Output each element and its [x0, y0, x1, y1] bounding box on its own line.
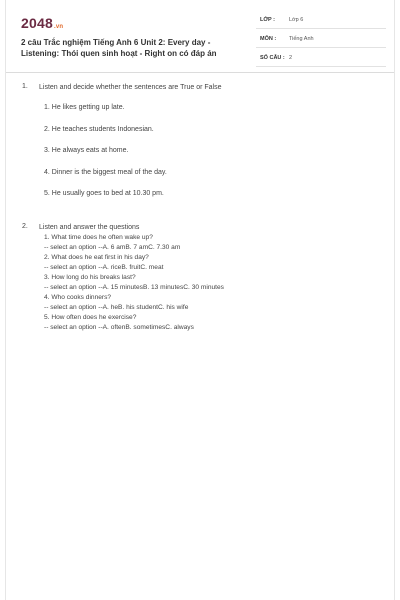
meta-value-subject: Tiếng Anh	[289, 36, 314, 42]
answer-list	[44, 233, 382, 333]
answer-select[interactable]: -- select an option --A. heB. his studentC. his wife	[44, 304, 189, 311]
logo-suffix: .vn	[53, 24, 64, 30]
meta-value-count: 2	[289, 55, 293, 61]
question-2	[22, 223, 382, 333]
meta-value-class: Lớp 6	[289, 17, 304, 23]
statement-item: 1. He likes getting up late.	[44, 104, 125, 111]
answer-select[interactable]: -- select an option --A. oftenB. sometimesC. always	[44, 324, 194, 331]
statement-item: 3. He always eats at home.	[44, 147, 129, 154]
statement-item: 2. He teaches students Indonesian.	[44, 125, 154, 133]
answer-select[interactable]: -- select an option --A. riceB. fruitC. meat	[44, 264, 164, 271]
logo-main: 2048	[21, 15, 53, 31]
question-prompt: Listen and decide whether the sentences are True or False	[39, 84, 222, 91]
statement-item: 5. He usually goes to bed at 10.30 pm.	[44, 190, 164, 197]
worksheet-header	[6, 0, 394, 73]
question-number: 2.	[22, 223, 28, 230]
statement-list	[22, 103, 382, 199]
answer-select[interactable]: -- select an option --A. 6 amB. 7 amC. 7.30 am	[44, 244, 181, 251]
meta-row-count	[256, 50, 386, 67]
meta-info	[256, 12, 386, 69]
sub-question: 5. How often does he exercise?	[44, 314, 137, 321]
meta-row-subject	[256, 31, 386, 48]
worksheet-content	[6, 73, 394, 333]
sub-question: 1. What time does he often wake up?	[44, 234, 153, 241]
sub-question: 3. How long do his breaks last?	[44, 274, 136, 281]
meta-label-class: LỚP :	[260, 17, 275, 23]
statement-item: 4. Dinner is the biggest meal of the day.	[44, 168, 167, 176]
meta-label-count: SỐ CÂU :	[260, 55, 285, 61]
answer-select[interactable]: -- select an option --A. 15 minutesB. 13 minutesC. 30 minutes	[44, 284, 224, 291]
sub-question: 4. Who cooks dinners?	[44, 294, 112, 301]
site-logo[interactable]	[21, 16, 63, 34]
meta-label-subject: MÔN :	[260, 36, 277, 42]
question-number: 1.	[22, 83, 28, 90]
page-title: 2 câu Trắc nghiệm Tiếng Anh 6 Unit 2: Every day - Listening: Thói quen sinh hoạt - Right on có đáp án	[21, 38, 217, 58]
question-1	[22, 83, 382, 199]
question-prompt: Listen and answer the questions	[39, 224, 140, 231]
worksheet	[5, 0, 395, 600]
meta-row-class	[256, 12, 386, 29]
sub-question: 2. What does he eat first in his day?	[44, 254, 149, 261]
